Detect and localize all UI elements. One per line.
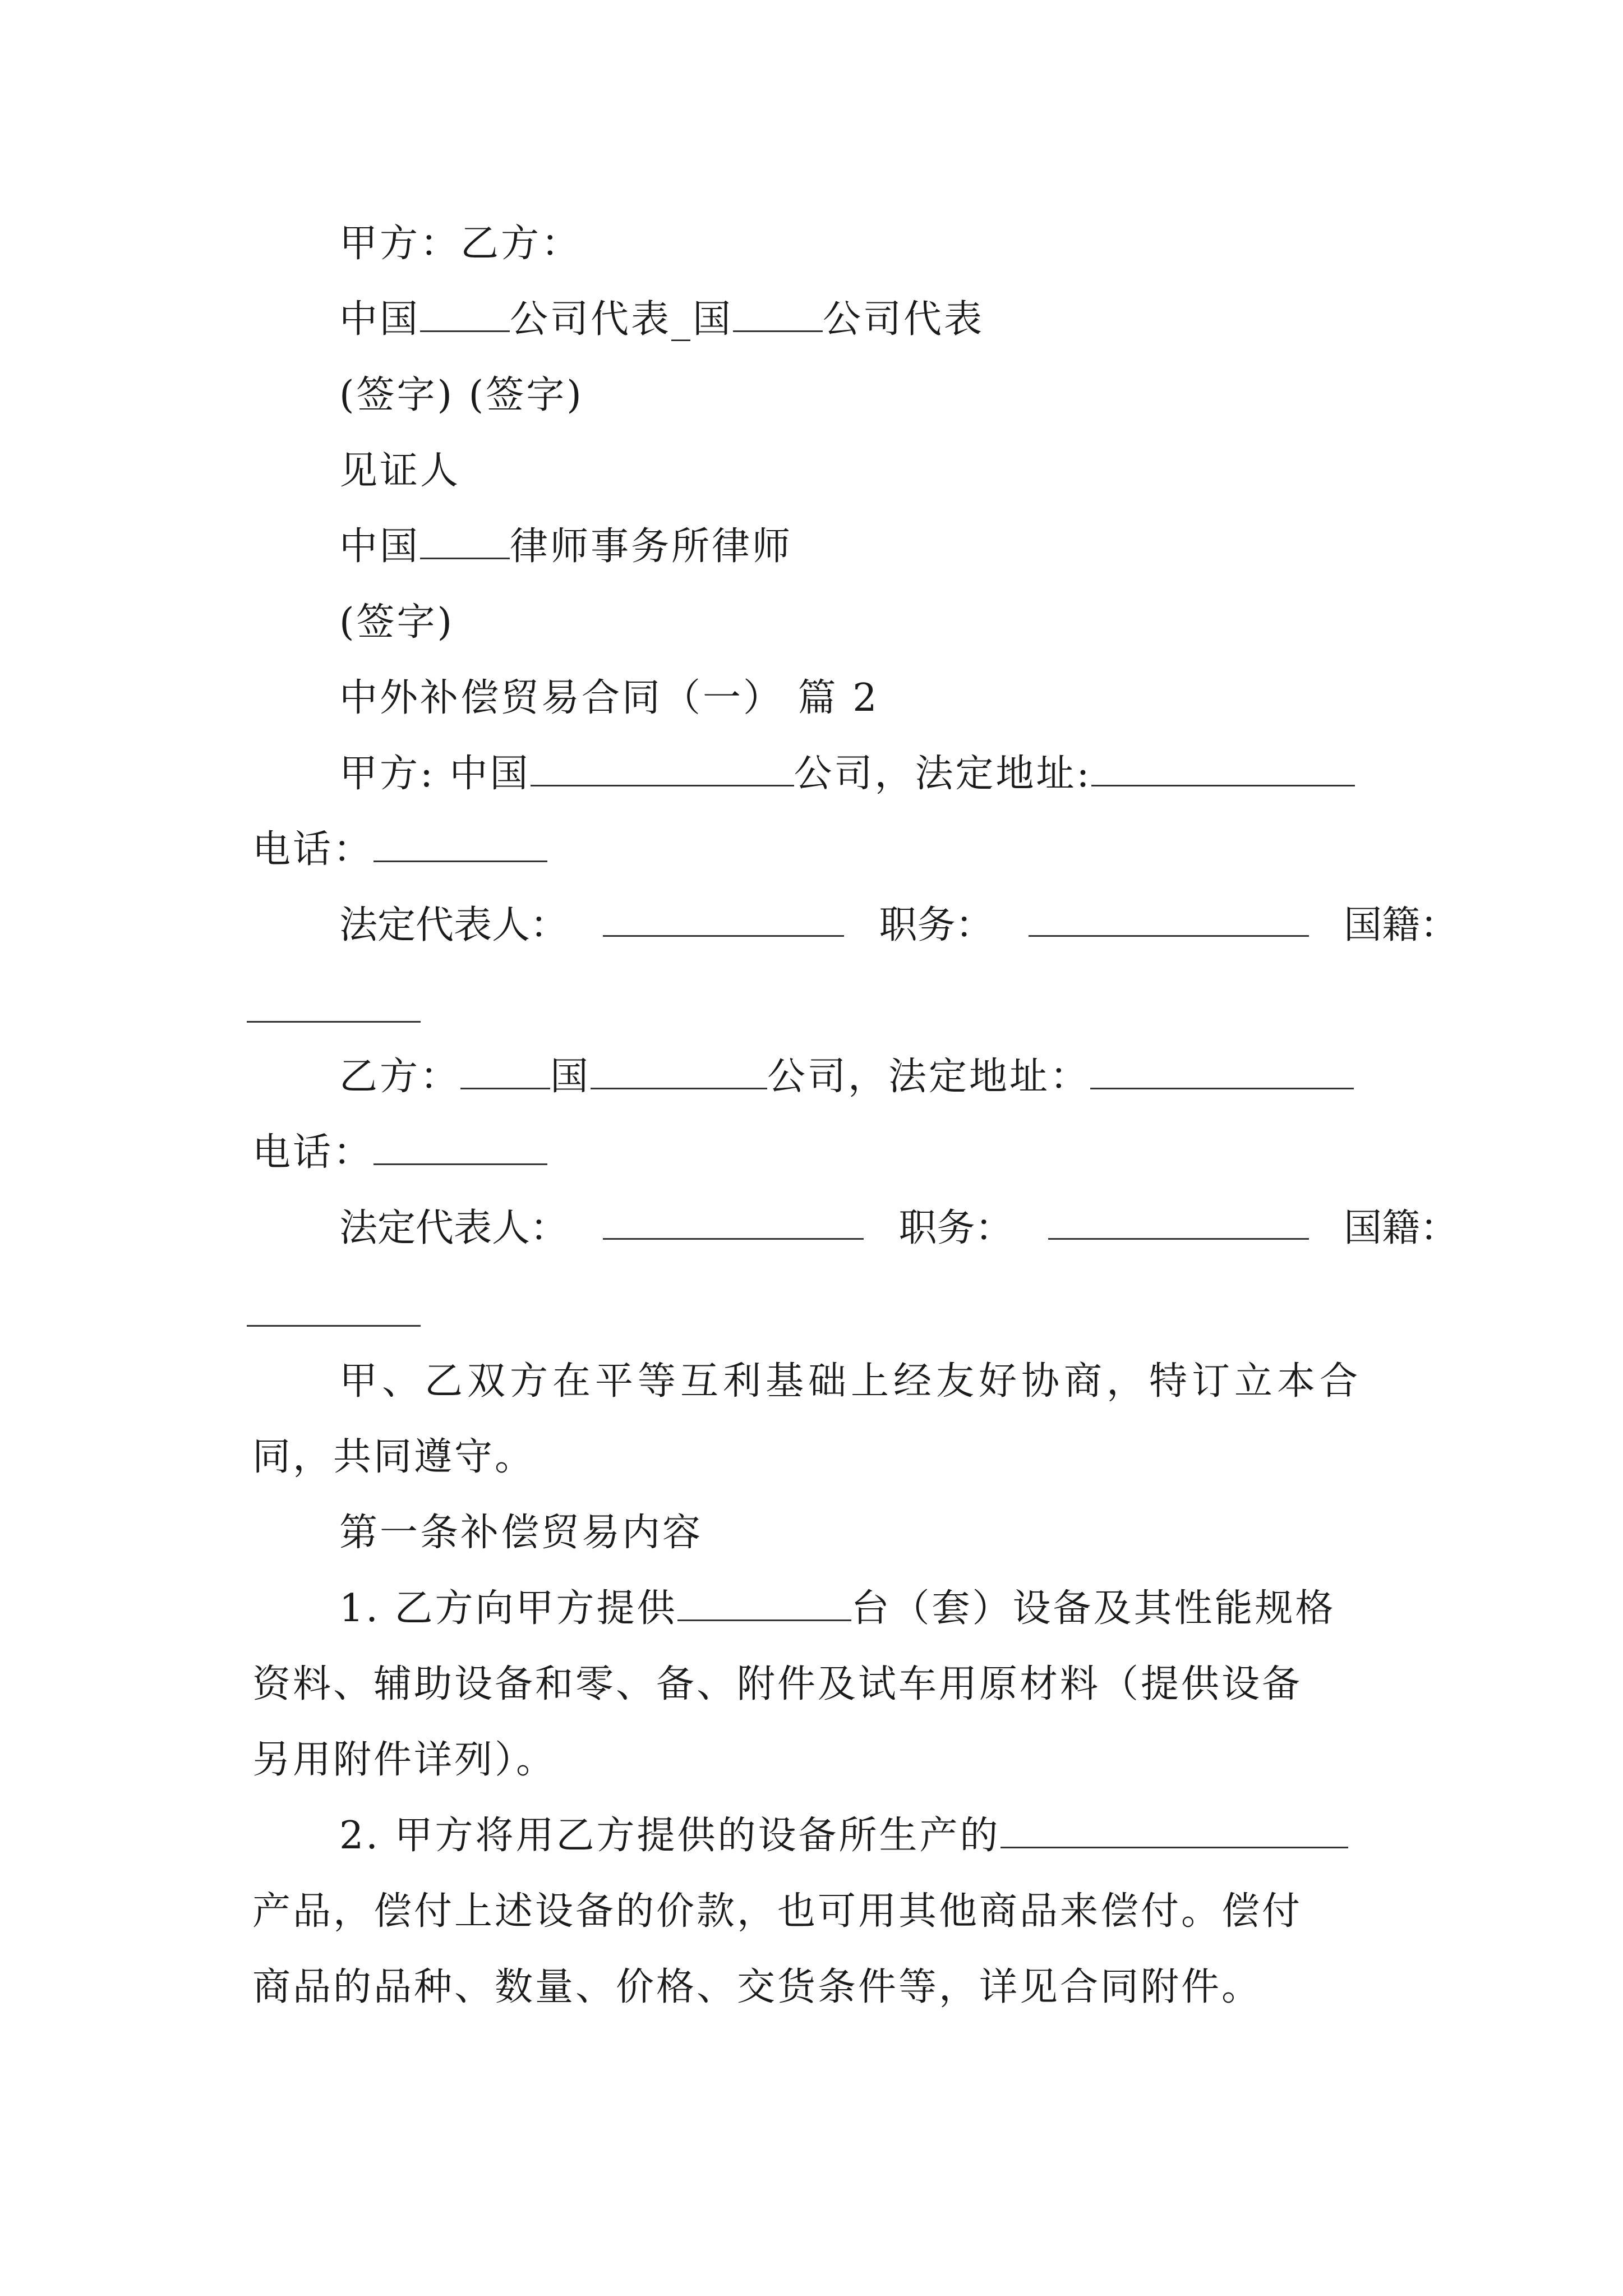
blank-line (1091, 750, 1355, 786)
party-a-line (339, 749, 1355, 799)
blank-line (420, 296, 510, 332)
blank-line (677, 1585, 851, 1621)
country-text: 国 (550, 1055, 591, 1099)
party-a-representative (339, 900, 1458, 951)
nationality-label: 国籍： (1343, 903, 1458, 947)
section-title (339, 673, 879, 724)
blank-line (603, 1203, 864, 1240)
blank-line (603, 900, 844, 937)
party-b-phone (252, 1128, 547, 1178)
legal-address-label: 公司，法定地址： (767, 1055, 1091, 1099)
party-a-phone (252, 825, 547, 875)
blank-line (531, 750, 794, 786)
blank-line (1090, 1053, 1354, 1089)
blank-line (1029, 900, 1309, 937)
clause-text: 另用附件详列）。 (252, 1738, 557, 1782)
parties-header (339, 219, 582, 269)
witness-text: 见证人 (339, 449, 461, 493)
paragraph-text: 同，共同遵守。 (252, 1435, 536, 1479)
company-representatives (339, 295, 984, 345)
law-firm-line (339, 522, 792, 572)
clause-text: 资料、辅助设备和零、备、附件及试车用原材料（提供设备 (252, 1662, 1303, 1706)
law-firm-text: 律师事务所律师 (510, 524, 793, 569)
witness-label (339, 446, 460, 496)
witness-signature (339, 597, 454, 648)
blank-line (733, 296, 823, 332)
parties-header-text: 甲方：乙方： (339, 222, 582, 266)
party-b-representative (339, 1203, 1458, 1254)
phone-label: 电话： (252, 827, 374, 872)
position-label: 职务： (879, 903, 994, 947)
blank-line (460, 1053, 550, 1089)
clause-text: 2. 甲方将用乙方提供的设备所生产的 (339, 1814, 1000, 1858)
agreement-paragraph-line-2 (252, 1432, 535, 1483)
blank-line (591, 1053, 767, 1089)
blank-line (1000, 1812, 1348, 1848)
text-china: 中国 (339, 524, 421, 569)
clause-1-line-3 (252, 1735, 556, 1786)
party-b-text: 乙方： (339, 1055, 461, 1099)
legal-rep-label: 法定代表人： (339, 1206, 569, 1250)
text-china: 中国 (339, 297, 421, 342)
clause-1-line-2 (252, 1659, 1302, 1710)
legal-rep-label: 法定代表人： (339, 903, 569, 947)
blank-line (374, 1129, 547, 1165)
article-title-text: 第一条补偿贸易内容 (339, 1511, 703, 1555)
clause-2-line-3 (252, 1962, 1262, 2013)
party-a-text: 甲方: 中国 (339, 752, 531, 796)
continuation-blank (247, 1021, 421, 1023)
nationality-label: 国籍： (1343, 1206, 1458, 1250)
clause-text: 产品，偿付上述设备的价款，也可用其他商品来偿付。偿付 (252, 1889, 1303, 1934)
signature-line (339, 370, 584, 421)
continuation-blank (247, 1325, 421, 1327)
section-title-text: 中外补偿贸易合同（一） 篇 2 (339, 676, 879, 720)
witness-signature-text: (签字) (339, 600, 455, 645)
agreement-paragraph-line-1 (339, 1356, 1371, 1407)
paragraph-text: 甲、乙双方在平等互利基础上经友好协商，特订立本合 (339, 1359, 1363, 1404)
party-b-line (339, 1052, 1354, 1102)
clause-text: 台（套）设备及其性能规格 (851, 1586, 1336, 1631)
phone-label: 电话： (252, 1130, 374, 1175)
clause-1-line-1 (339, 1584, 1336, 1634)
blank-line (420, 523, 510, 559)
clause-2-line-1 (339, 1811, 1348, 1861)
blank-line (374, 826, 547, 862)
legal-address-label: 公司，法定地址: (794, 752, 1092, 796)
signature-text: (签字) (签字) (339, 373, 584, 417)
clause-2-line-2 (252, 1887, 1302, 1937)
article-one-title (339, 1508, 703, 1558)
clause-text: 商品的品种、数量、价格、交货条件等，详见合同附件。 (252, 1965, 1262, 2009)
text-rep: 公司代表 (823, 297, 985, 342)
position-label: 职务： (898, 1206, 1013, 1250)
text-rep-country: 公司代表_国 (510, 297, 734, 342)
clause-text: 1. 乙方向甲方提供 (339, 1586, 677, 1631)
blank-line (1048, 1203, 1309, 1240)
